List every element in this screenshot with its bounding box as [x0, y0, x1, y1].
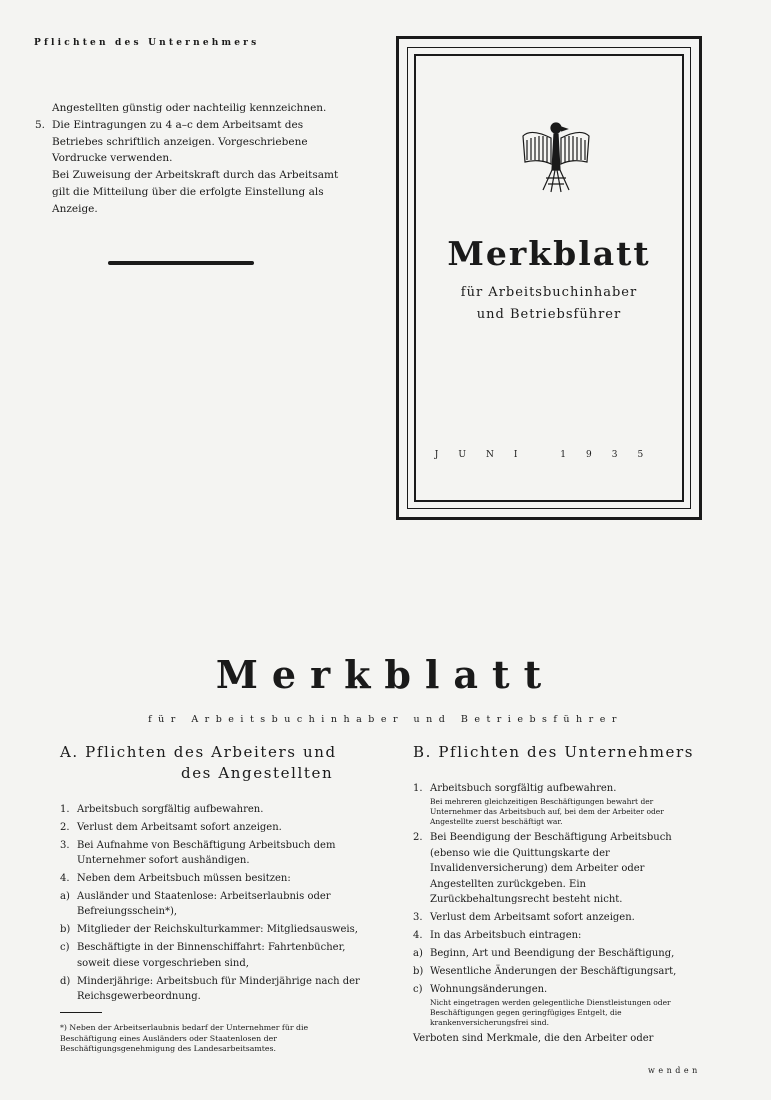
- list-item-number: 3.: [413, 911, 423, 923]
- list-item-text: Arbeitsbuch sorgfältig aufbewahren.: [77, 804, 264, 815]
- list-item-note: Bei mehreren gleichzeitigen Beschäftigungen bewahrt der Unternehmer das Arbeitsbuch auf, bei dem der Arbeiter oder Angestellte zuerst beschäftigt war.: [430, 797, 664, 827]
- list-item: [413, 964, 705, 979]
- cover-subtitle: [416, 282, 682, 326]
- list-item-number: b): [413, 965, 424, 977]
- list-item-number: a): [413, 947, 423, 959]
- list-item-number: 1.: [60, 804, 70, 815]
- list-item-text: Minderjährige: Arbeitsbuch für Minderjährige nach der Reichsgewerbeordnung.: [77, 975, 360, 1002]
- list-item-text: Wesentliche Änderungen der Beschäftigungsart,: [430, 965, 677, 977]
- list-item-text: Neben dem Arbeitsbuch müssen besitzen:: [77, 873, 291, 885]
- closing-line: Verboten sind Merkmale, die den Arbeiter oder: [413, 1032, 654, 1044]
- list-item: [60, 802, 360, 817]
- list-item-number: 2.: [60, 821, 70, 833]
- list-item-text: Wohnungsänderungen.: [430, 983, 548, 995]
- section-b: [413, 742, 705, 1046]
- section-b-list: [413, 781, 705, 1028]
- item-5-note: Bei Zuweisung der Arbeitskraft durch das Arbeitsamt gilt die Mitteilung über die erfolgte Einstellung als Anzeige.: [52, 169, 339, 215]
- footnote: *) Neben der Arbeitserlaubnis bedarf der Unternehmer für die Beschäftigung eines Ausländers oder Staatenlosen der Beschäftigungsgenehmigung des Landesarbeitsamtes.: [60, 1023, 309, 1054]
- section-end-rule: [108, 261, 254, 265]
- cover-frame-inner: [407, 47, 691, 509]
- section-a-list: [60, 802, 360, 1004]
- section-a-heading: [60, 742, 360, 784]
- item-number: 5.: [35, 118, 46, 131]
- list-item-number: 4.: [60, 873, 70, 885]
- page-title: Merkblatt: [215, 652, 556, 697]
- list-item-number: 4.: [413, 929, 423, 941]
- list-item-text: Mitglieder der Reichskulturkammer: Mitgliedsausweis,: [77, 924, 358, 936]
- list-item: [413, 928, 705, 943]
- cover-frame: [396, 36, 702, 520]
- list-item-text: Arbeitsbuch sorgfältig aufbewahren.: [430, 783, 617, 794]
- page-turn-hint: wenden: [648, 1066, 701, 1075]
- list-item-number: b): [60, 924, 71, 936]
- list-item-text: Verlust dem Arbeitsamt sofort anzeigen.: [77, 821, 282, 833]
- cover-subtitle-line-2: und Betriebsführer: [476, 307, 622, 322]
- section-a-heading-line-2: des Angestellten: [181, 764, 334, 782]
- list-item-text: Verlust dem Arbeitsamt sofort anzeigen.: [430, 911, 635, 923]
- list-item: [60, 922, 360, 937]
- list-item: [60, 889, 360, 920]
- list-item: [60, 820, 360, 835]
- list-item-text: Bei Aufnahme von Beschäftigung Arbeitsbuch dem Unternehmer sofort aushändigen.: [77, 839, 336, 867]
- section-b-heading: B. Pflichten des Unternehmers: [413, 743, 695, 761]
- list-item-text: Bei Beendigung der Beschäftigung Arbeitsbuch (ebenso wie die Quittungskarte der Invalidenversicherung) dem Arbeiter oder Angestellten zurückgeben. Ein Zurückbehaltungsrecht besteht nicht.: [430, 832, 672, 906]
- list-item-number: c): [413, 983, 423, 995]
- list-item-number: d): [60, 975, 71, 987]
- list-item-text: Ausländer und Staatenlose: Arbeitserlaubnis oder Befreiungsschein*),: [77, 891, 331, 918]
- list-item: [60, 940, 360, 971]
- list-item-number: 3.: [60, 839, 70, 851]
- running-header: Pflichten des Unternehmers: [34, 38, 260, 48]
- section-a-heading-line-1: A. Pflichten des Arbeiters und: [60, 743, 337, 761]
- list-item-note: Nicht eingetragen werden gelegentliche Dienstleistungen oder Beschäftigungen gegen geringfügiges Entgelt, die krankenversicherungsfrei sind.: [430, 997, 671, 1027]
- list-item-text: Beschäftigte in der Binnenschiffahrt: Fahrtenbücher, soweit diese vorgeschrieben sind,: [77, 942, 346, 969]
- list-item-number: a): [60, 891, 70, 903]
- page-subtitle: für Arbeitsbuchinhaber und Betriebsführer: [148, 714, 623, 725]
- list-item: [413, 982, 705, 1028]
- list-item-text: In das Arbeitsbuch eintragen:: [430, 929, 582, 941]
- cover-frame-inner-border: [414, 54, 684, 502]
- cover-title: Merkblatt: [447, 234, 651, 273]
- list-item: [413, 946, 705, 961]
- list-item: [413, 910, 705, 925]
- eagle-emblem-icon: [521, 116, 591, 196]
- cover-date: JUNI 1935: [434, 450, 664, 460]
- continued-line: Angestellten günstig oder nachteilig kennzeichnen.: [52, 102, 327, 114]
- list-item: [413, 830, 705, 907]
- list-item-number: 2.: [413, 832, 423, 844]
- footnote-rule: [60, 1012, 102, 1013]
- cover-subtitle-line-1: für Arbeitsbuchinhaber: [460, 285, 638, 300]
- list-item-text: Beginn, Art und Beendigung der Beschäftigung,: [430, 947, 675, 959]
- list-item-number: c): [60, 942, 70, 954]
- item-text: Die Eintragungen zu 4 a–c dem Arbeitsamt des Betriebes schriftlich anzeigen. Vorgeschriebene Vordrucke verwenden.: [52, 118, 308, 165]
- list-item: [60, 871, 360, 886]
- list-item-number: 1.: [413, 783, 423, 794]
- list-item: [413, 781, 705, 827]
- item-5: [35, 117, 342, 167]
- list-item: [60, 838, 360, 869]
- section-a: [60, 742, 360, 1055]
- continued-text: [35, 100, 342, 218]
- list-item: [60, 974, 360, 1005]
